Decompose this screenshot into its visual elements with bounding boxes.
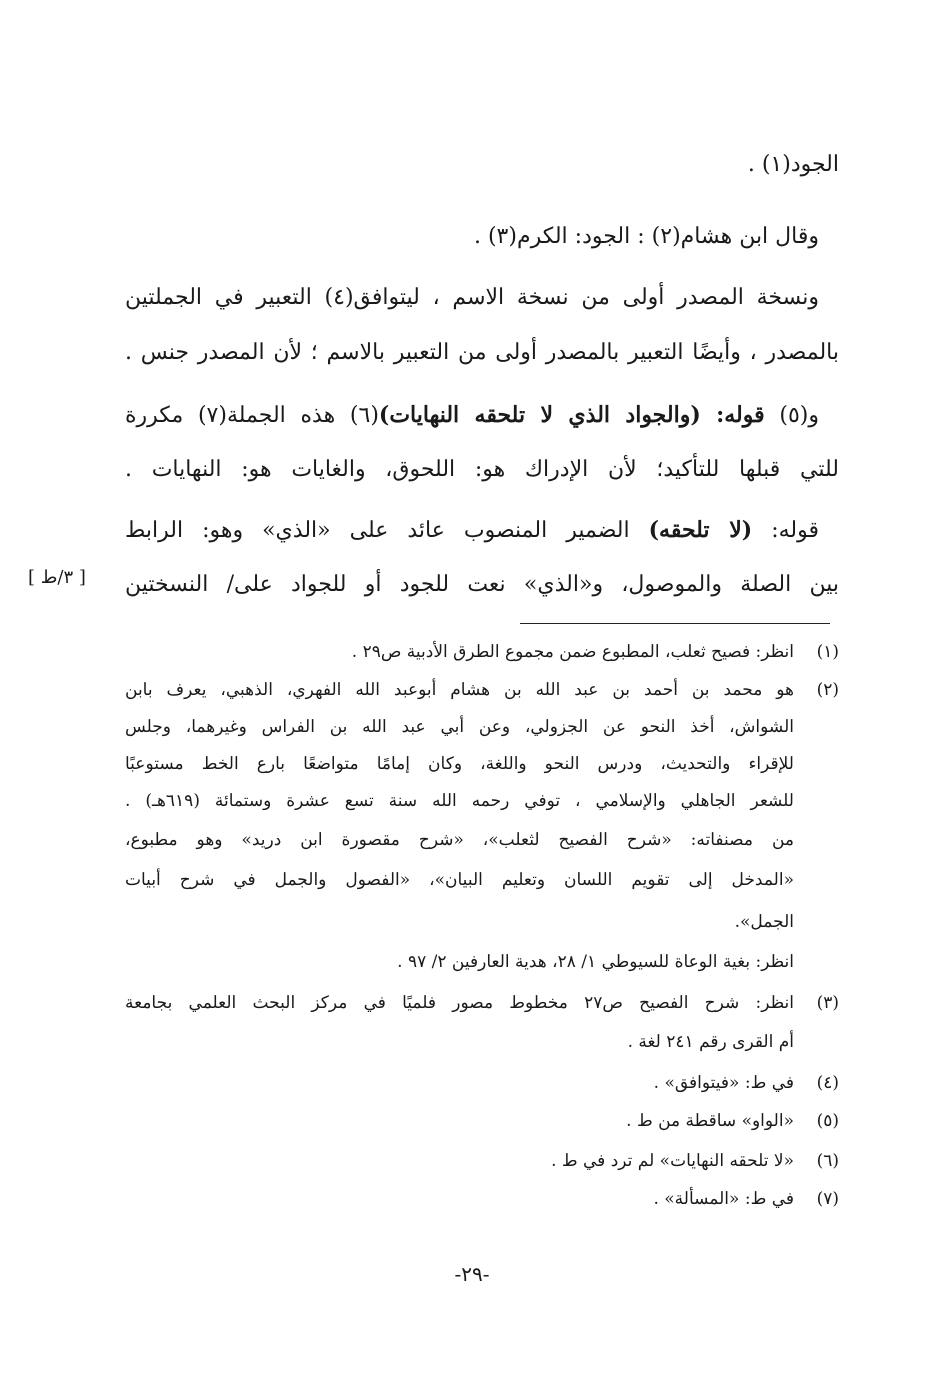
footnote-2-line-6: «المدخل إلى تقويم اللسان وتعليم البيان»، «الفصول والجمل في شرح أبيات (125, 870, 794, 890)
body-paragraph-4-line-1 (125, 400, 819, 431)
manuscript-folio-marker: [ ٣/ط ] (28, 567, 86, 588)
quoted-phrase: (لا تلحقه) (648, 517, 753, 543)
footnote-6-text: «لا تلحقه النهايات» لم ترد في ط . (551, 1151, 794, 1171)
footnote-2-line-7: الجمل». (734, 912, 794, 932)
footnote-2-line-4: للشعر الجاهلي والإسلامي ، توفي رحمه الله سنة تسع عشرة وستمائة (٦١٩هـ) . (125, 791, 794, 811)
commentary: (٦) هذه الجملة(٧) مكررة (125, 403, 379, 428)
commentary: الضمير المنصوب عائد على «الذي» وهو: الرابط (125, 518, 649, 543)
footnote-3-number: (٣) (816, 993, 839, 1013)
body-paragraph-4-line-2: للتي قبلها للتأكيد؛ لأن الإدراك هو: اللحوق، والغايات هو: النهايات . (125, 457, 839, 482)
footnote-5-number: (٥) (816, 1111, 839, 1131)
footnote-2-line-1: هو محمد بن أحمد بن عبد الله بن هشام أبوعبد الله الفهري، الذهبي، يعرف بابن (125, 680, 794, 700)
quoted-phrase: قوله: (والجواد الذي لا تلحقه النهايات) (378, 402, 765, 428)
footnote-3-line-1: انظر: شرح الفصيح ص٢٧ مخطوط مصور فلميًا في مركز البحث العلمي بجامعة (125, 993, 795, 1013)
lead-word: قوله: (752, 518, 819, 543)
footnote-7-number: (٧) (816, 1189, 839, 1209)
footnote-5-text: «الواو» ساقطة من ط . (626, 1111, 794, 1131)
footnote-1-text: انظر: فصيح ثعلب، المطبوع ضمن مجموع الطرق الأدبية ص٢٩ . (351, 642, 794, 662)
footnote-4-text: في ط: «فيتوافق» . (653, 1073, 794, 1093)
footnote-separator (520, 623, 830, 624)
footnote-2-line-5: من مصنفاته: «شرح الفصيح لثعلب»، «شرح مقصورة ابن دريد» وهو مطبوع، (125, 830, 794, 850)
footnote-6-number: (٦) (816, 1151, 839, 1171)
footnote-1-number: (١) (816, 642, 839, 662)
footnote-2-number: (٢) (816, 680, 839, 700)
footnote-4-number: (٤) (816, 1073, 839, 1093)
body-paragraph-5-line-2: بين الصلة والموصول، و«الذي» نعت للجود أو للجواد على/ النسختين (125, 572, 839, 597)
footnote-3-line-2: أم القرى رقم ٢٤١ لغة . (627, 1032, 794, 1052)
footnote-2-line-3: للإقراء والتحديث، ودرس النحو واللغة، وكان إمامًا متواضعًا بارع الخط مستوعبًا (125, 754, 794, 774)
body-paragraph-1: الجود(١) . (747, 152, 839, 177)
footnote-2-line-8: انظر: بغية الوعاة للسيوطي ١/ ٢٨، هدية العارفين ٢/ ٩٧ . (397, 952, 794, 972)
body-paragraph-3-line-2: بالمصدر ، وأيضًا التعبير بالمصدر أولى من التعبير بالاسم ؛ لأن المصدر جنس . (125, 340, 839, 365)
body-paragraph-3-line-1: ونسخة المصدر أولى من نسخة الاسم ، ليتوافق(٤) التعبير في الجملتين (125, 285, 819, 310)
footnote-7-text: في ط: «المسألة» . (653, 1189, 794, 1209)
footnote-2-line-2: الشواش، أخذ النحو عن الجزولي، وعن أبي عبد الله بن الفراس وغيرهما، وجلس (125, 717, 794, 737)
page-number: -٢٩- (454, 1262, 490, 1286)
body-paragraph-5-line-1 (125, 515, 819, 546)
conjunction: و(٥) (764, 403, 819, 428)
body-paragraph-2: وقال ابن هشام(٢) : الجود: الكرم(٣) . (473, 224, 819, 249)
